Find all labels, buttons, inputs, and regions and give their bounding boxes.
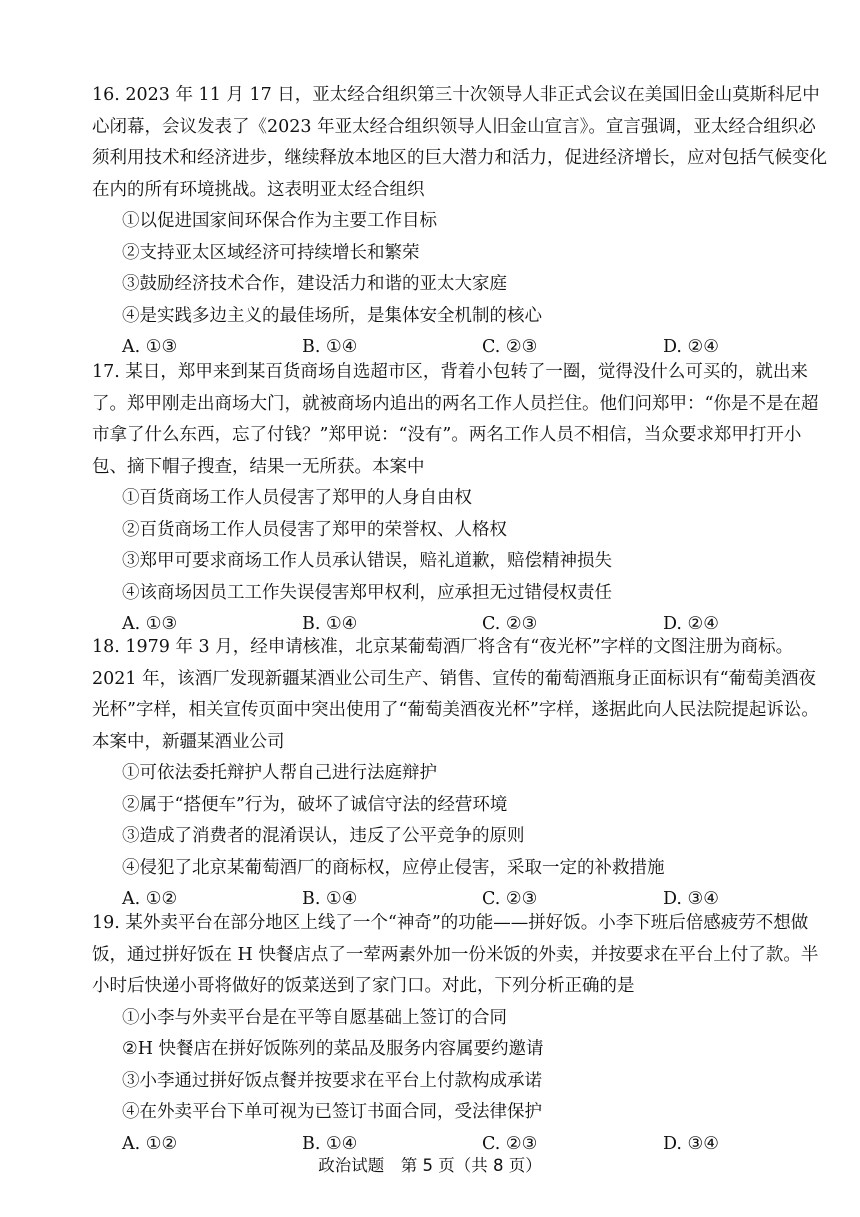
answer-b: B. ①④ [302, 1133, 358, 1154]
statement-2: ②支持亚太区域经济可持续增长和繁荣 [122, 242, 420, 263]
statement-3: ③郑甲可要求商场工作人员承认错误，赔礼道歉，赔偿精神损失 [122, 551, 612, 571]
answer-a: A. ①③ [122, 337, 178, 357]
statement-1: ①百货商场工作人员侵害了郑甲的人身自由权 [122, 488, 472, 508]
question-stem: 18. 1979 年 3 月，经申请核准，北京某葡萄酒厂将含有“夜光杯”字样的文图注册为商标。2021 年，该酒厂发现新疆某酒业公司生产、销售、宣传的葡萄酒瓶身正面标识有“葡萄美酒夜光杯”字样，相关宣传页面中突出使用了“葡萄美酒夜光杯”字样，遂据此向人民法院提起诉讼。本案中，新疆某酒业公司 [92, 637, 819, 752]
statement-4: ④该商场因员工工作失误侵害郑甲权利，应承担无过错侵权责任 [122, 582, 612, 603]
question-stem: 19. 某外卖平台在部分地区上线了一个“神奇”的功能——拼好饭。小李下班后倍感疲劳不想做饭，通过拼好饭在 H 快餐店点了一荤两素外加一份米饭的外卖，并按要求在平台上付了款。半小时后快递小哥将做好的饭菜送到了家门口。对此，下列分析正确的是 [92, 913, 819, 996]
statement-4: ④在外卖平台下单可视为已签订书面合同，受法律保护 [122, 1102, 542, 1122]
question-19 [92, 908, 830, 1160]
answer-c: C. ②③ [482, 614, 538, 634]
statement-2: ②百货商场工作人员侵害了郑甲的荣誉权、人格权 [122, 519, 507, 540]
answer-c: C. ②③ [482, 337, 538, 357]
page-footer: 政治试题 第 5 页（共 8 页） [318, 1156, 542, 1175]
answer-a: A. ①② [122, 1133, 178, 1154]
statement-4: ④侵犯了北京某葡萄酒厂的商标权，应停止侵害，采取一定的补救措施 [122, 857, 665, 878]
question-stem: 17. 某日，郑甲来到某百货商场自选超市区，背着小包转了一圈，觉得没什么可买的，就出来了。郑甲刚走出商场大门，就被商场内追出的两名工作人员拦住。他们问郑甲：“你是不是在超市拿了什么东西，忘了付钱？”郑甲说：“没有”。两名工作人员不相信，当众要求郑甲打开小包、摘下帽子搜查，结果一无所获。本案中 [92, 362, 819, 477]
statement-1: ①小李与外卖平台是在平等自愿基础上签订的合同 [122, 1007, 507, 1028]
statement-3: ③小李通过拼好饭点餐并按要求在平台上付款构成承诺 [122, 1070, 542, 1091]
statement-3: ③鼓励经济技术合作，建设活力和谐的亚太大家庭 [122, 274, 507, 294]
answer-c: C. ②③ [482, 1133, 538, 1154]
answer-b: B. ①④ [302, 614, 358, 634]
question-17 [92, 357, 830, 641]
answer-d: D. ③④ [663, 889, 719, 909]
statement-2: ②H 快餐店在拼好饭陈列的菜品及服务内容属要约邀请 [122, 1039, 544, 1059]
question-stem: 16. 2023 年 11 月 17 日，亚太经合组织第三十次领导人非正式会议在美国旧金山莫斯科尼中心闭幕，会议发表了《2023 年亚太经合组织领导人旧金山宣言》。宣言强调，亚太经合组织必须利用技术和经济进步，继续释放本地区的巨大潜力和活力，促进经济增长，应对包括气候变化在内的所有环境挑战。这表明亚太经合组织 [92, 85, 827, 200]
answer-d: D. ③④ [663, 1133, 719, 1154]
question-18 [92, 632, 830, 916]
answer-a: A. ①② [122, 889, 178, 909]
answer-c: C. ②③ [482, 889, 538, 909]
answer-a: A. ①③ [122, 614, 178, 634]
answer-b: B. ①④ [302, 337, 358, 357]
statement-1: ①以促进国家间环保合作为主要工作目标 [122, 211, 437, 231]
statement-1: ①可依法委托辩护人帮自己进行法庭辩护 [122, 763, 437, 783]
question-16 [92, 80, 830, 364]
statement-4: ④是实践多边主义的最佳场所，是集体安全机制的核心 [122, 305, 542, 326]
statement-3: ③造成了消费者的混淆误认，违反了公平竞争的原则 [122, 826, 525, 846]
statement-2: ②属于“搭便车”行为，破坏了诚信守法的经营环境 [122, 794, 508, 815]
answer-b: B. ①④ [302, 889, 358, 909]
answer-d: D. ②④ [663, 337, 719, 357]
answer-d: D. ②④ [663, 614, 719, 634]
